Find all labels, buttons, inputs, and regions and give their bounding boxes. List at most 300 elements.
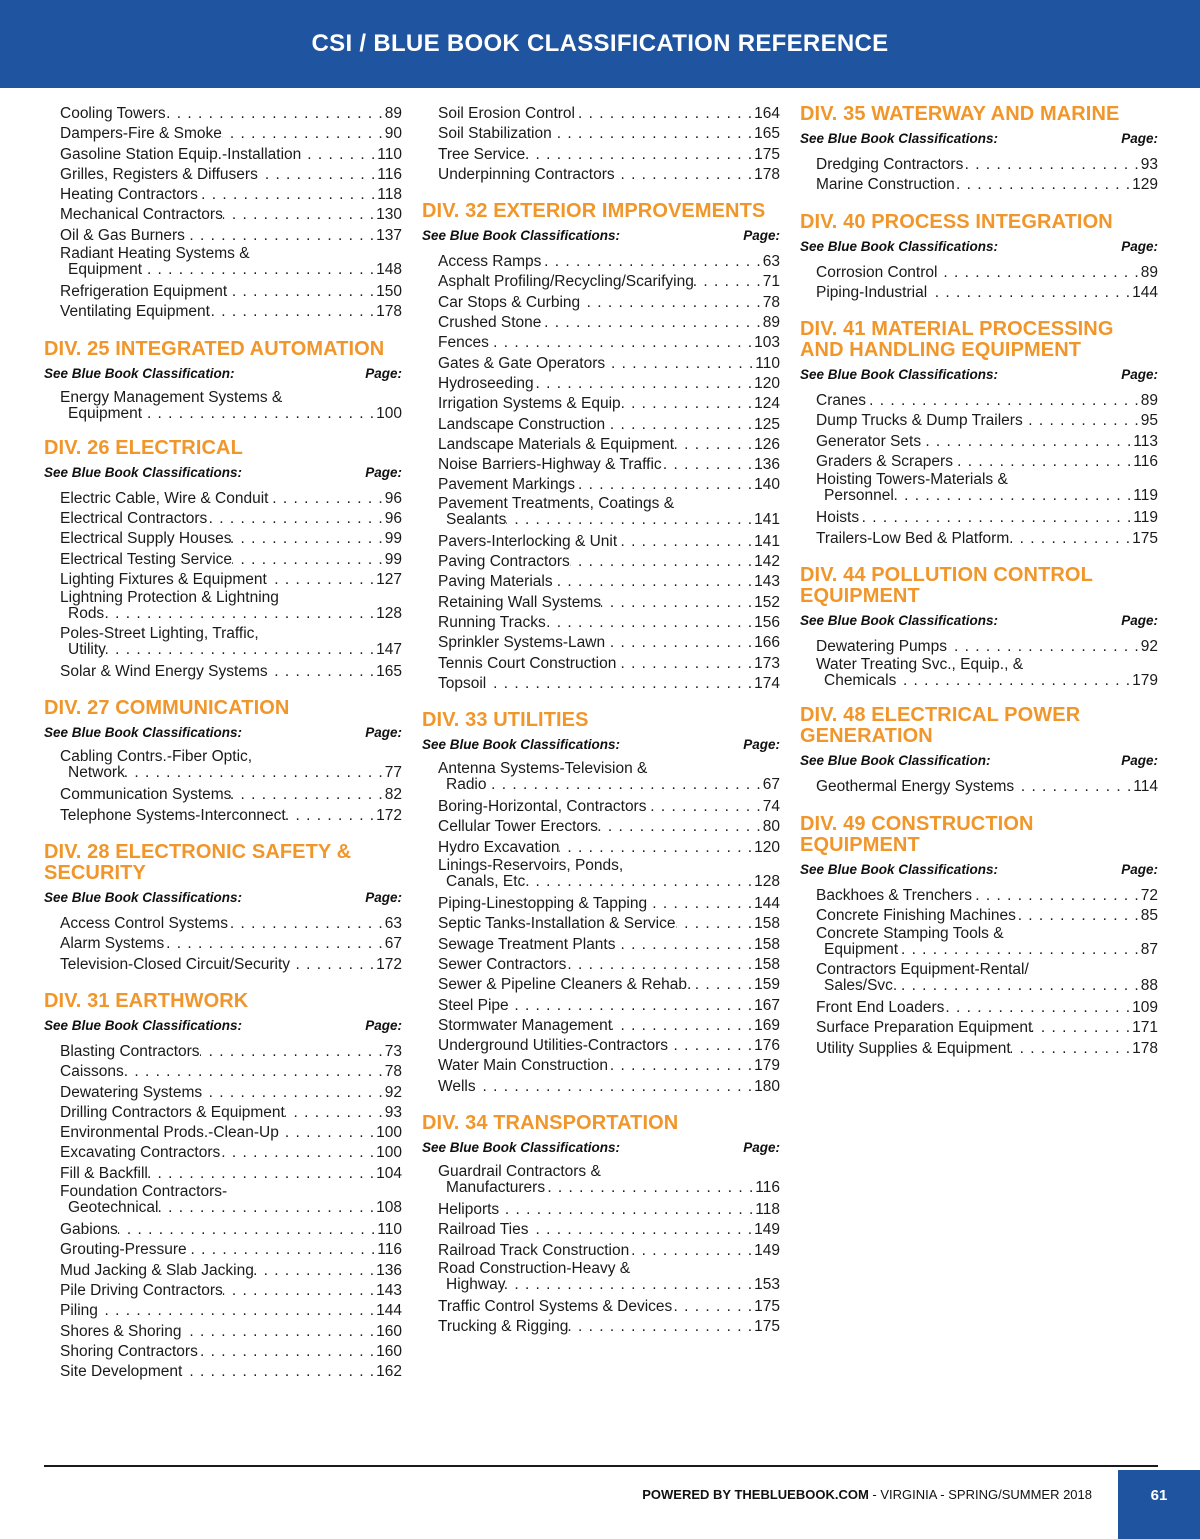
entry-row xyxy=(60,145,402,165)
dot-leader xyxy=(616,935,753,955)
entry-page: 144 xyxy=(754,895,780,913)
classification-entry xyxy=(422,1036,780,1056)
entry-page: 116 xyxy=(377,165,402,183)
classification-entry xyxy=(422,552,780,572)
entry-name: Piping-Industrial xyxy=(816,283,928,301)
entry-name: Piping-Linestopping & Tapping xyxy=(438,895,648,913)
entry-name: Pavement Markings xyxy=(438,476,575,494)
entry-name: Railroad Track Construction xyxy=(438,1241,630,1259)
classification-entry xyxy=(44,550,402,570)
classification-entry xyxy=(422,654,780,674)
dot-leader xyxy=(223,205,374,225)
entry-name: Pile Driving Contractors xyxy=(60,1281,223,1299)
entry-page: 100 xyxy=(376,1124,402,1142)
entry-name: Telephone Systems-Interconnect xyxy=(60,806,286,824)
entry-page: 128 xyxy=(754,873,780,891)
classification-entry xyxy=(422,374,780,394)
entry-page: 160 xyxy=(376,1322,402,1340)
entry-page: 88 xyxy=(1140,977,1158,995)
entry-name: Soil Stabilization xyxy=(438,125,552,143)
dot-leader xyxy=(525,145,752,165)
entry-page: 67 xyxy=(384,935,402,953)
entry-row xyxy=(60,1200,402,1216)
entry-name: Boring-Horizontal, Contractors xyxy=(438,798,647,816)
classification-entry xyxy=(44,509,402,529)
dot-leader xyxy=(676,914,753,934)
entry-page: 166 xyxy=(754,634,780,652)
entry-page: 141 xyxy=(754,532,780,550)
dot-leader xyxy=(608,1056,752,1076)
dot-leader xyxy=(897,978,1139,994)
division-title: DIV. 35 WATERWAY AND MARINE xyxy=(800,103,1120,125)
dot-leader xyxy=(476,1077,753,1097)
entry-page: 158 xyxy=(754,915,780,933)
classification-entry xyxy=(422,894,780,914)
entry-row xyxy=(816,1018,1158,1038)
entry-page: 87 xyxy=(1140,941,1158,959)
entry-row xyxy=(816,452,1158,472)
dot-leader xyxy=(487,777,761,793)
classification-entry xyxy=(800,263,1158,283)
entry-row xyxy=(816,942,1158,958)
dot-leader xyxy=(509,996,752,1016)
classification-subheader xyxy=(800,613,1158,629)
classification-entry xyxy=(800,777,1158,797)
subheader-page-label: Page: xyxy=(1121,131,1158,146)
classification-subheader xyxy=(422,737,780,753)
column-3 xyxy=(800,104,1158,1075)
division-section xyxy=(422,201,780,694)
dot-leader xyxy=(198,1342,374,1362)
classification-entry xyxy=(800,175,1158,195)
division-title: DIV. 27 COMMUNICATION xyxy=(44,697,290,720)
classification-entry xyxy=(800,508,1158,528)
classification-entry xyxy=(800,391,1158,411)
dot-leader xyxy=(691,975,752,995)
division-title: DIV. 41 MATERIAL PROCESSING AND HANDLING EQUIPMENT xyxy=(800,318,1114,362)
dot-leader xyxy=(505,1277,752,1293)
entry-name: Tree Service xyxy=(438,145,526,163)
classification-entry xyxy=(800,432,1158,452)
classification-entry xyxy=(422,435,780,455)
division-title: DIV. 44 POLLUTION CONTROL EQUIPMENT xyxy=(800,563,1093,607)
entry-page: 119 xyxy=(1133,509,1158,527)
classification-entry xyxy=(44,914,402,934)
entry-name: Geothermal Energy Systems xyxy=(816,778,1015,796)
classification-entry xyxy=(422,1056,780,1076)
dot-leader xyxy=(142,262,374,278)
entry-name: Manufacturers xyxy=(446,1178,546,1196)
classification-entry xyxy=(422,996,780,1016)
classification-entry xyxy=(422,1297,780,1317)
dot-leader xyxy=(972,886,1139,906)
entry-page: 175 xyxy=(754,1297,780,1315)
entry-row xyxy=(438,955,780,975)
entry-name-line1: Foundation Contractors- xyxy=(60,1183,228,1201)
entry-page: 89 xyxy=(384,105,402,122)
entry-row xyxy=(60,934,402,954)
classification-entry xyxy=(44,246,402,278)
entry-page: 114 xyxy=(1133,778,1158,796)
dot-leader xyxy=(279,1123,374,1143)
entry-page: 116 xyxy=(1133,453,1158,471)
division-section xyxy=(44,339,402,422)
entry-name: Soil Erosion Control xyxy=(438,105,575,122)
entry-name: Fill & Backfill xyxy=(60,1164,148,1182)
classification-entry xyxy=(422,272,780,292)
entry-row xyxy=(60,662,402,682)
division-section xyxy=(800,814,1158,1059)
entry-row xyxy=(438,817,780,837)
entry-page: 116 xyxy=(755,1178,780,1196)
entry-row xyxy=(438,1180,780,1196)
dot-leader xyxy=(286,806,374,826)
subheader-label: See Blue Book Classifications: xyxy=(800,131,999,146)
dot-leader xyxy=(290,955,374,975)
dot-leader xyxy=(1032,1018,1130,1038)
subheader-label: See Blue Book Classifications: xyxy=(422,737,621,753)
entry-row xyxy=(816,673,1158,689)
entry-page: 165 xyxy=(754,125,780,143)
entry-page: 162 xyxy=(376,1363,402,1381)
entry-page: 82 xyxy=(384,786,402,804)
dot-leader xyxy=(227,282,374,302)
dot-leader xyxy=(301,145,375,165)
entry-page: 104 xyxy=(376,1164,402,1182)
entry-name-line1: Hoisting Towers-Materials & xyxy=(816,471,1008,489)
entry-name: Hydroseeding xyxy=(438,374,534,392)
entry-row xyxy=(816,283,1158,303)
dot-leader xyxy=(148,1164,374,1184)
entry-name: Dewatering Pumps xyxy=(816,637,947,655)
classification-entry xyxy=(44,662,402,682)
classification-entry xyxy=(422,532,780,552)
entry-page: 78 xyxy=(762,293,780,311)
entry-page: 149 xyxy=(754,1241,780,1259)
classification-entry xyxy=(422,145,780,165)
classification-entry xyxy=(44,145,402,165)
entry-row xyxy=(60,1062,402,1082)
classification-entry xyxy=(422,817,780,837)
entry-name: Equipment xyxy=(824,941,899,959)
classification-entry xyxy=(422,613,780,633)
entry-page: 67 xyxy=(762,776,780,794)
dot-leader xyxy=(222,124,383,144)
column-1 xyxy=(44,104,402,1398)
entry-name-line1: Cabling Contrs.-Fiber Optic, xyxy=(60,748,253,766)
classification-entry xyxy=(800,637,1158,657)
classification-entry xyxy=(800,529,1158,549)
entry-page: 152 xyxy=(754,593,780,611)
subheader-label: See Blue Book Classifications: xyxy=(44,725,243,741)
entry-page: 148 xyxy=(376,261,402,279)
entry-name: Electrical Contractors xyxy=(60,509,208,527)
entry-page: 100 xyxy=(376,1144,402,1162)
classification-entry xyxy=(44,205,402,225)
division-section xyxy=(422,710,780,1097)
dot-leader xyxy=(220,1143,374,1163)
entry-name: Noise Barriers-Highway & Traffic xyxy=(438,456,662,474)
classification-entry xyxy=(422,955,780,975)
entry-page: 158 xyxy=(754,935,780,953)
classification-entry xyxy=(800,283,1158,303)
entry-name: Equipment xyxy=(68,404,143,422)
entry-row xyxy=(60,914,402,934)
entry-row xyxy=(60,262,402,278)
entry-row xyxy=(816,508,1158,528)
entry-row xyxy=(60,606,402,622)
entry-name-line1: Contractors Equipment-Rental/ xyxy=(816,961,1029,979)
entry-row xyxy=(438,455,780,475)
dot-leader xyxy=(185,226,374,246)
entry-row xyxy=(60,1261,402,1281)
classification-subheader xyxy=(800,239,1158,255)
division-section xyxy=(800,104,1158,196)
dot-leader xyxy=(187,1240,376,1260)
dot-leader xyxy=(1014,777,1131,797)
classification-entry xyxy=(422,252,780,272)
entry-name: Solar & Wind Energy Systems xyxy=(60,663,268,681)
dot-leader xyxy=(568,1317,752,1337)
entry-row xyxy=(60,955,402,975)
entry-name: Landscape Construction xyxy=(438,415,606,433)
classification-entry xyxy=(44,1220,402,1240)
page-title: CSI / BLUE BOOK CLASSIFICATION REFERENCE xyxy=(311,30,889,57)
footer-brand: POWERED BY THEBLUEBOOK.COM xyxy=(642,1487,869,1502)
column-2 xyxy=(422,104,780,1353)
entry-name: Concrete Finishing Machines xyxy=(816,906,1016,924)
entry-row xyxy=(60,185,402,205)
classification-entry xyxy=(800,998,1158,1018)
entry-name: Running Tracks xyxy=(438,613,546,631)
entry-page: 96 xyxy=(384,489,402,507)
classification-entry xyxy=(800,886,1158,906)
entry-name: Grouting-Pressure xyxy=(60,1241,187,1259)
entry-name: Highway xyxy=(446,1275,506,1293)
entry-row xyxy=(60,1123,402,1143)
entry-page: 80 xyxy=(762,818,780,836)
dot-leader xyxy=(528,1220,752,1240)
entry-name-line1: Water Treating Svc., Equip., & xyxy=(816,656,1024,674)
entry-page: 103 xyxy=(754,334,780,352)
dot-leader xyxy=(921,432,1131,452)
entry-page: 89 xyxy=(1140,392,1158,410)
entry-row xyxy=(60,550,402,570)
classification-entry xyxy=(422,333,780,353)
entry-page: 77 xyxy=(384,764,402,782)
dot-leader xyxy=(541,252,760,272)
entry-row xyxy=(438,1277,780,1293)
dot-leader xyxy=(210,302,374,322)
classification-entry xyxy=(44,185,402,205)
entry-name-line1: Lightning Protection & Lightning xyxy=(60,589,279,607)
dot-leader xyxy=(142,406,374,422)
classification-entry xyxy=(422,914,780,934)
entry-row xyxy=(438,1220,780,1240)
dot-leader xyxy=(258,165,375,185)
entry-page: 165 xyxy=(376,663,402,681)
dot-leader xyxy=(499,1200,753,1220)
footer-rule xyxy=(44,1465,1158,1467)
entry-name: Electrical Supply Houses xyxy=(60,530,232,548)
entry-row xyxy=(816,886,1158,906)
dot-leader xyxy=(231,785,382,805)
classification-entry xyxy=(44,1184,402,1216)
entry-name: Gates & Gate Operators xyxy=(438,354,606,372)
entry-name: Blasting Contractors xyxy=(60,1042,200,1060)
dot-leader xyxy=(859,508,1131,528)
classification-entry xyxy=(422,415,780,435)
entry-page: 137 xyxy=(376,226,402,244)
classification-entry xyxy=(44,626,402,658)
classification-entry xyxy=(800,657,1158,689)
entry-page: 172 xyxy=(376,806,402,824)
dot-leader xyxy=(662,455,752,475)
dot-leader xyxy=(166,104,383,124)
entry-name: Sewage Treatment Plants xyxy=(438,935,616,953)
entry-name: Front End Loaders xyxy=(816,999,945,1017)
classification-entry xyxy=(44,390,402,422)
entry-page: 63 xyxy=(762,253,780,271)
division-title: DIV. 25 INTEGRATED AUTOMATION xyxy=(44,337,385,360)
classification-subheader xyxy=(800,753,1158,769)
dot-leader xyxy=(668,1036,752,1056)
entry-page: 113 xyxy=(1133,432,1158,450)
entry-page: 110 xyxy=(755,354,780,372)
classification-entry xyxy=(422,1077,780,1097)
entry-name: Hydro Excavation xyxy=(438,838,560,856)
classification-entry xyxy=(44,1164,402,1184)
dot-leader xyxy=(615,165,753,185)
entry-row xyxy=(438,613,780,633)
classification-entry xyxy=(44,1240,402,1260)
division-section xyxy=(44,104,402,323)
entry-row xyxy=(438,1200,780,1220)
entry-name-line1: Concrete Stamping Tools & xyxy=(816,925,1004,943)
entry-row xyxy=(60,785,402,805)
entry-page: 120 xyxy=(754,374,780,392)
classification-entry xyxy=(422,1241,780,1261)
entry-name: Retaining Wall Systems xyxy=(438,593,602,611)
entry-name: Ventilating Equipment xyxy=(60,303,210,321)
entry-row xyxy=(438,838,780,858)
entry-row xyxy=(438,996,780,1016)
entry-row xyxy=(438,572,780,592)
dot-leader xyxy=(963,155,1138,175)
classification-entry xyxy=(800,1039,1158,1059)
dot-leader xyxy=(898,942,1139,958)
entry-page: 144 xyxy=(376,1302,402,1320)
entry-page: 175 xyxy=(1132,529,1158,547)
entry-page: 130 xyxy=(376,206,402,224)
subheader-page-label: Page: xyxy=(1121,861,1158,877)
division-title: DIV. 28 ELECTRONIC SAFETY & SECURITY xyxy=(44,841,352,885)
dot-leader xyxy=(1023,411,1139,431)
entry-name: Dewatering Systems xyxy=(60,1083,203,1101)
dot-leader xyxy=(1011,1039,1130,1059)
division-section xyxy=(800,319,1158,549)
classification-entry xyxy=(44,570,402,590)
entry-row xyxy=(816,906,1158,926)
entry-row xyxy=(60,642,402,658)
entry-name: Marine Construction xyxy=(816,176,955,194)
dot-leader xyxy=(200,1042,383,1062)
classification-entry xyxy=(44,955,402,975)
entry-name: Caissons xyxy=(60,1063,124,1081)
entry-page: 120 xyxy=(754,838,780,856)
division-title: DIV. 48 ELECTRICAL POWER GENERATION xyxy=(800,704,1081,748)
entry-row xyxy=(438,935,780,955)
entry-row xyxy=(438,1241,780,1261)
dot-leader xyxy=(672,1297,752,1317)
classification-entry xyxy=(422,104,780,124)
entry-row xyxy=(438,415,780,435)
dot-leader xyxy=(955,175,1130,195)
entry-name: Stormwater Management xyxy=(438,1016,613,1034)
classification-entry xyxy=(44,529,402,549)
dot-leader xyxy=(570,552,752,572)
entry-name: Access Control Systems xyxy=(60,915,228,933)
entry-name: Grilles, Registers & Diffusers xyxy=(60,165,258,183)
entry-name: Canals, Etc. xyxy=(446,873,530,891)
entry-name: Dredging Contractors xyxy=(816,156,964,173)
classification-entry xyxy=(422,572,780,592)
entry-name: Cellular Tower Erectors xyxy=(438,818,598,836)
entry-name: Pavers-Interlocking & Unit xyxy=(438,532,618,550)
entry-row xyxy=(816,777,1158,797)
classification-subheader xyxy=(422,1140,780,1156)
classification-subheader xyxy=(800,131,1158,147)
entry-name: Radio xyxy=(446,776,487,794)
entry-name: Water Main Construction xyxy=(438,1057,608,1075)
entry-row xyxy=(60,205,402,225)
entry-page: 74 xyxy=(762,798,780,816)
entry-name: Surface Preparation Equipment xyxy=(816,1019,1033,1037)
classification-entry xyxy=(422,935,780,955)
entry-name: Crushed Stone xyxy=(438,314,542,332)
entry-page: 99 xyxy=(384,550,402,568)
classification-subheader xyxy=(422,228,780,244)
dot-leader xyxy=(1016,906,1139,926)
entry-page: 175 xyxy=(754,1318,780,1336)
entry-row xyxy=(60,1362,402,1382)
dot-leader xyxy=(944,998,1130,1018)
classification-entry xyxy=(422,1261,780,1293)
classification-entry xyxy=(44,1143,402,1163)
entry-page: 167 xyxy=(754,996,780,1014)
entry-name: Oil & Gas Burners xyxy=(60,226,185,244)
entry-name: Car Stops & Curbing xyxy=(438,293,581,311)
entry-name: Refrigeration Equipment xyxy=(60,283,228,301)
dot-leader xyxy=(866,391,1139,411)
dot-leader xyxy=(106,642,374,658)
dot-leader xyxy=(530,874,753,890)
entry-row xyxy=(438,293,780,313)
entry-name-line1: Energy Management Systems & xyxy=(60,388,283,406)
classification-subheader xyxy=(44,366,402,382)
entry-row xyxy=(60,1164,402,1184)
dot-leader xyxy=(228,914,383,934)
subheader-label: See Blue Book Classifications: xyxy=(422,1139,621,1155)
dot-leader xyxy=(124,1062,383,1082)
dot-leader xyxy=(207,509,382,529)
entry-row xyxy=(438,512,780,528)
classification-entry xyxy=(800,472,1158,504)
dot-leader xyxy=(605,415,752,435)
entry-page: 144 xyxy=(1132,283,1158,301)
dot-leader xyxy=(223,1281,374,1301)
dot-leader xyxy=(546,613,752,633)
